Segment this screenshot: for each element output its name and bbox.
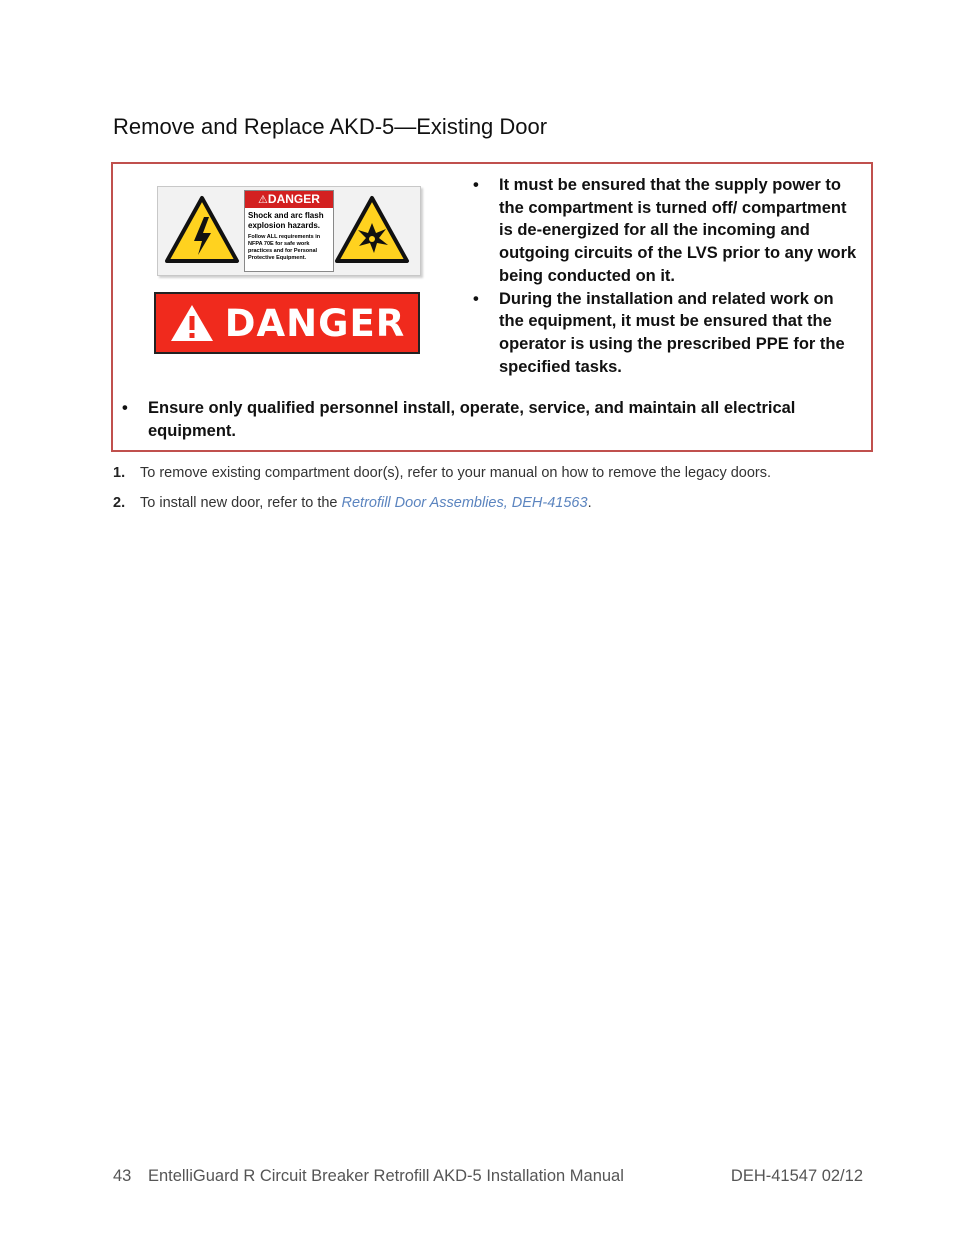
document-id: DEH-41547 02/12 bbox=[730, 1167, 863, 1185]
step-number: 2. bbox=[113, 495, 126, 511]
warning-icon: ⚠ bbox=[258, 194, 268, 206]
danger-label-panel bbox=[244, 190, 334, 272]
warning-icon bbox=[169, 303, 215, 343]
danger-notice-box bbox=[111, 162, 873, 452]
arc-flash-icon bbox=[334, 195, 410, 265]
manual-title: EntelliGuard R Circuit Breaker Retrofill AKD-5 Installation Manual bbox=[147, 1167, 624, 1185]
danger-label-detail: Follow ALL requirements in NFPA 70E for safe work practices and for Personal Protective Equipment. bbox=[248, 234, 321, 261]
danger-label-small bbox=[157, 186, 421, 276]
step-number: 1. bbox=[113, 465, 126, 481]
danger-label-headline: Shock and arc flash explosion hazards. bbox=[248, 211, 324, 230]
safety-bullet-qualified-personnel: • Ensure only qualified personnel install, operate, service, and maintain all electrical equipment. bbox=[120, 397, 868, 442]
step-item: 2. To install new door, refer to the Retrofill Door Assemblies, DEH-41563. bbox=[113, 492, 873, 522]
danger-label-large bbox=[154, 292, 420, 354]
section-title: Remove and Replace AKD-5—Existing Door bbox=[113, 114, 548, 139]
danger-label-header: ⚠DANGER bbox=[245, 191, 333, 208]
safety-bullet-power: • It must be ensured that the supply power to the compartment is turned off/ compartment is de-energized for all the incoming and outgoing circuits of the LVS prior to any work being conducted on it. bbox=[471, 174, 861, 288]
step-text: To remove existing compartment door(s), refer to your manual on how to remove the legacy doors. bbox=[140, 465, 772, 481]
page-footer bbox=[113, 1167, 863, 1186]
page-number: 43 bbox=[113, 1167, 132, 1185]
step-item bbox=[113, 462, 873, 492]
electrical-hazard-icon bbox=[164, 195, 240, 265]
step-text: To install new door, refer to the bbox=[140, 495, 342, 511]
procedure-steps bbox=[113, 462, 873, 522]
door-assemblies-link[interactable]: Retrofill Door Assemblies, DEH-41563 bbox=[341, 495, 588, 511]
safety-bullets bbox=[471, 174, 861, 378]
safety-bullet-ppe: • During the installation and related work on the equipment, it must be ensured that the operator is using the prescribed PPE for the specified tasks. bbox=[471, 288, 861, 379]
danger-label-large-text: DANGER bbox=[224, 301, 406, 345]
